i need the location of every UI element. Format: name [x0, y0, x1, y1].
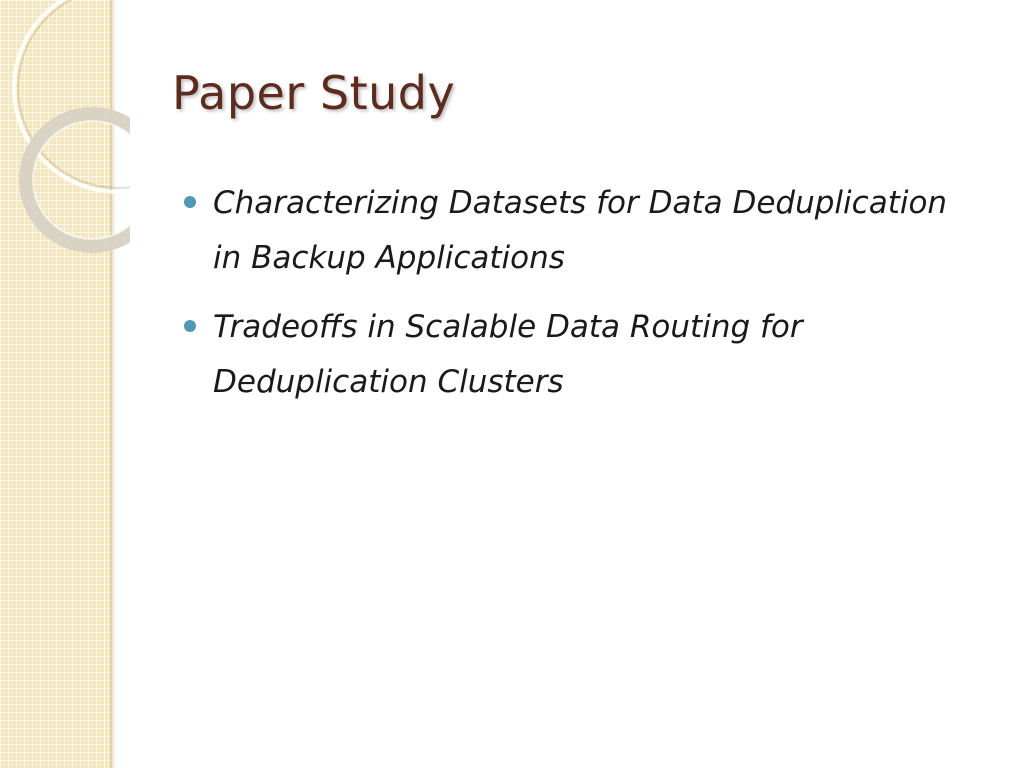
bullet-item: [184, 176, 964, 286]
decorative-rings: [0, 0, 130, 260]
bullet-text: Characterizing Datasets for Data Deduplication in Backup Applications: [213, 185, 948, 276]
slide-title: Paper Study: [172, 66, 456, 120]
bullet-item: [184, 300, 964, 410]
bullet-text: Tradeoffs in Scalable Data Routing for Deduplication Clusters: [213, 309, 803, 400]
bullet-dot-icon: [184, 320, 196, 332]
bullet-dot-icon: [184, 196, 196, 208]
bullet-list: [184, 176, 964, 424]
